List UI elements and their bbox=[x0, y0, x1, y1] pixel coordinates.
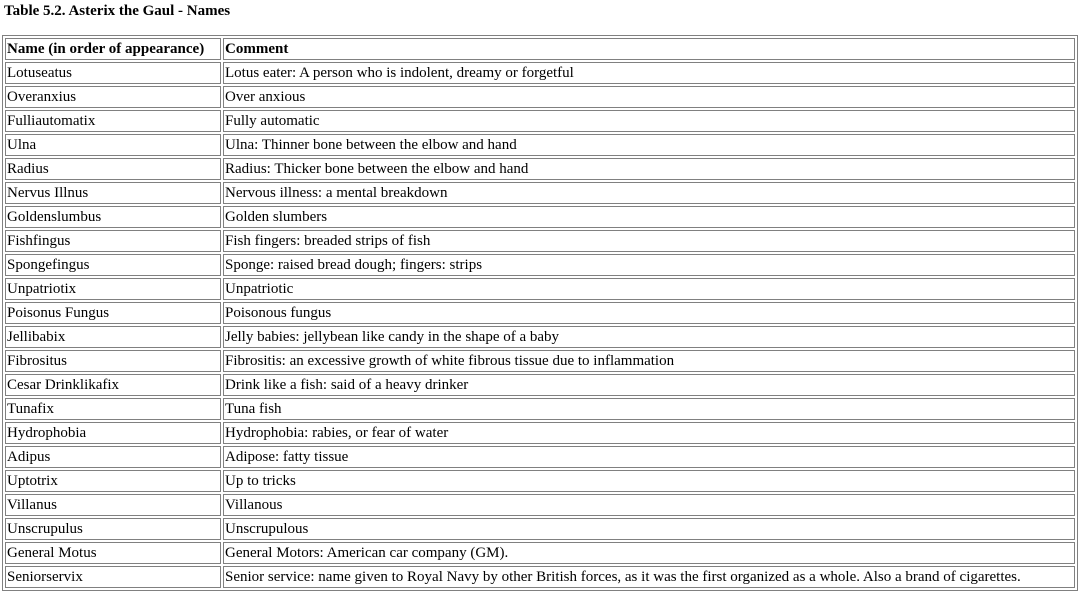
cell-comment: Sponge: raised bread dough; fingers: strips bbox=[223, 254, 1075, 276]
cell-name: Fishfingus bbox=[5, 230, 221, 252]
cell-name: Goldenslumbus bbox=[5, 206, 221, 228]
table-row bbox=[5, 278, 1075, 300]
cell-name: Hydrophobia bbox=[5, 422, 221, 444]
table-title: Table 5.2. Asterix the Gaul - Names bbox=[4, 3, 231, 19]
cell-name: Adipus bbox=[5, 446, 221, 468]
cell-comment: Unpatriotic bbox=[223, 278, 1075, 300]
cell-comment: Fully automatic bbox=[223, 110, 1075, 132]
cell-comment: Unscrupulous bbox=[223, 518, 1075, 540]
cell-comment: Over anxious bbox=[223, 86, 1075, 108]
cell-comment: Fibrositis: an excessive growth of white fibrous tissue due to inflammation bbox=[223, 350, 1075, 372]
table-row bbox=[5, 206, 1075, 228]
column-header-name: Name (in order of appearance) bbox=[5, 38, 221, 60]
cell-name: Radius bbox=[5, 158, 221, 180]
cell-name: Seniorservix bbox=[5, 566, 221, 588]
table-row bbox=[5, 350, 1075, 372]
cell-name: Ulna bbox=[5, 134, 221, 156]
table-row bbox=[5, 254, 1075, 276]
cell-name: Lotuseatus bbox=[5, 62, 221, 84]
cell-comment: Adipose: fatty tissue bbox=[223, 446, 1075, 468]
table-row bbox=[5, 62, 1075, 84]
table-row bbox=[5, 398, 1075, 420]
cell-comment: Villanous bbox=[223, 494, 1075, 516]
cell-comment: Drink like a fish: said of a heavy drinker bbox=[223, 374, 1075, 396]
cell-name: Poisonus Fungus bbox=[5, 302, 221, 324]
cell-comment: Up to tricks bbox=[223, 470, 1075, 492]
names-table bbox=[2, 35, 1078, 591]
cell-name: Cesar Drinklikafix bbox=[5, 374, 221, 396]
cell-name: Fulliautomatix bbox=[5, 110, 221, 132]
cell-comment: General Motors: American car company (GM). bbox=[223, 542, 1075, 564]
cell-comment: Poisonous fungus bbox=[223, 302, 1075, 324]
cell-comment: Ulna: Thinner bone between the elbow and hand bbox=[223, 134, 1075, 156]
cell-name: Fibrositus bbox=[5, 350, 221, 372]
cell-comment: Fish fingers: breaded strips of fish bbox=[223, 230, 1075, 252]
cell-name: Nervus Illnus bbox=[5, 182, 221, 204]
column-header-comment: Comment bbox=[223, 38, 1075, 60]
cell-name: Unpatriotix bbox=[5, 278, 221, 300]
table-row bbox=[5, 182, 1075, 204]
table-row bbox=[5, 158, 1075, 180]
table-row bbox=[5, 566, 1075, 588]
table-row bbox=[5, 374, 1075, 396]
table-row bbox=[5, 134, 1075, 156]
cell-comment: Nervous illness: a mental breakdown bbox=[223, 182, 1075, 204]
cell-name: General Motus bbox=[5, 542, 221, 564]
cell-name: Jellibabix bbox=[5, 326, 221, 348]
table-row bbox=[5, 470, 1075, 492]
table-row bbox=[5, 110, 1075, 132]
table-row bbox=[5, 230, 1075, 252]
table-row bbox=[5, 518, 1075, 540]
cell-name: Uptotrix bbox=[5, 470, 221, 492]
cell-name: Tunafix bbox=[5, 398, 221, 420]
table-header-row bbox=[5, 38, 1075, 60]
table-row bbox=[5, 542, 1075, 564]
cell-name: Villanus bbox=[5, 494, 221, 516]
cell-comment: Jelly babies: jellybean like candy in the shape of a baby bbox=[223, 326, 1075, 348]
cell-comment: Hydrophobia: rabies, or fear of water bbox=[223, 422, 1075, 444]
cell-comment: Radius: Thicker bone between the elbow and hand bbox=[223, 158, 1075, 180]
table-row bbox=[5, 422, 1075, 444]
table-row bbox=[5, 494, 1075, 516]
table-row bbox=[5, 326, 1075, 348]
table-row bbox=[5, 302, 1075, 324]
table-body bbox=[5, 62, 1075, 588]
table-row bbox=[5, 86, 1075, 108]
cell-name: Overanxius bbox=[5, 86, 221, 108]
cell-comment: Golden slumbers bbox=[223, 206, 1075, 228]
cell-comment: Lotus eater: A person who is indolent, dreamy or forgetful bbox=[223, 62, 1075, 84]
cell-name: Unscrupulus bbox=[5, 518, 221, 540]
table-row bbox=[5, 446, 1075, 468]
cell-comment: Senior service: name given to Royal Navy by other British forces, as it was the first organized as a whole. Also a brand of cigarettes. bbox=[223, 566, 1075, 588]
cell-comment: Tuna fish bbox=[223, 398, 1075, 420]
cell-name: Spongefingus bbox=[5, 254, 221, 276]
